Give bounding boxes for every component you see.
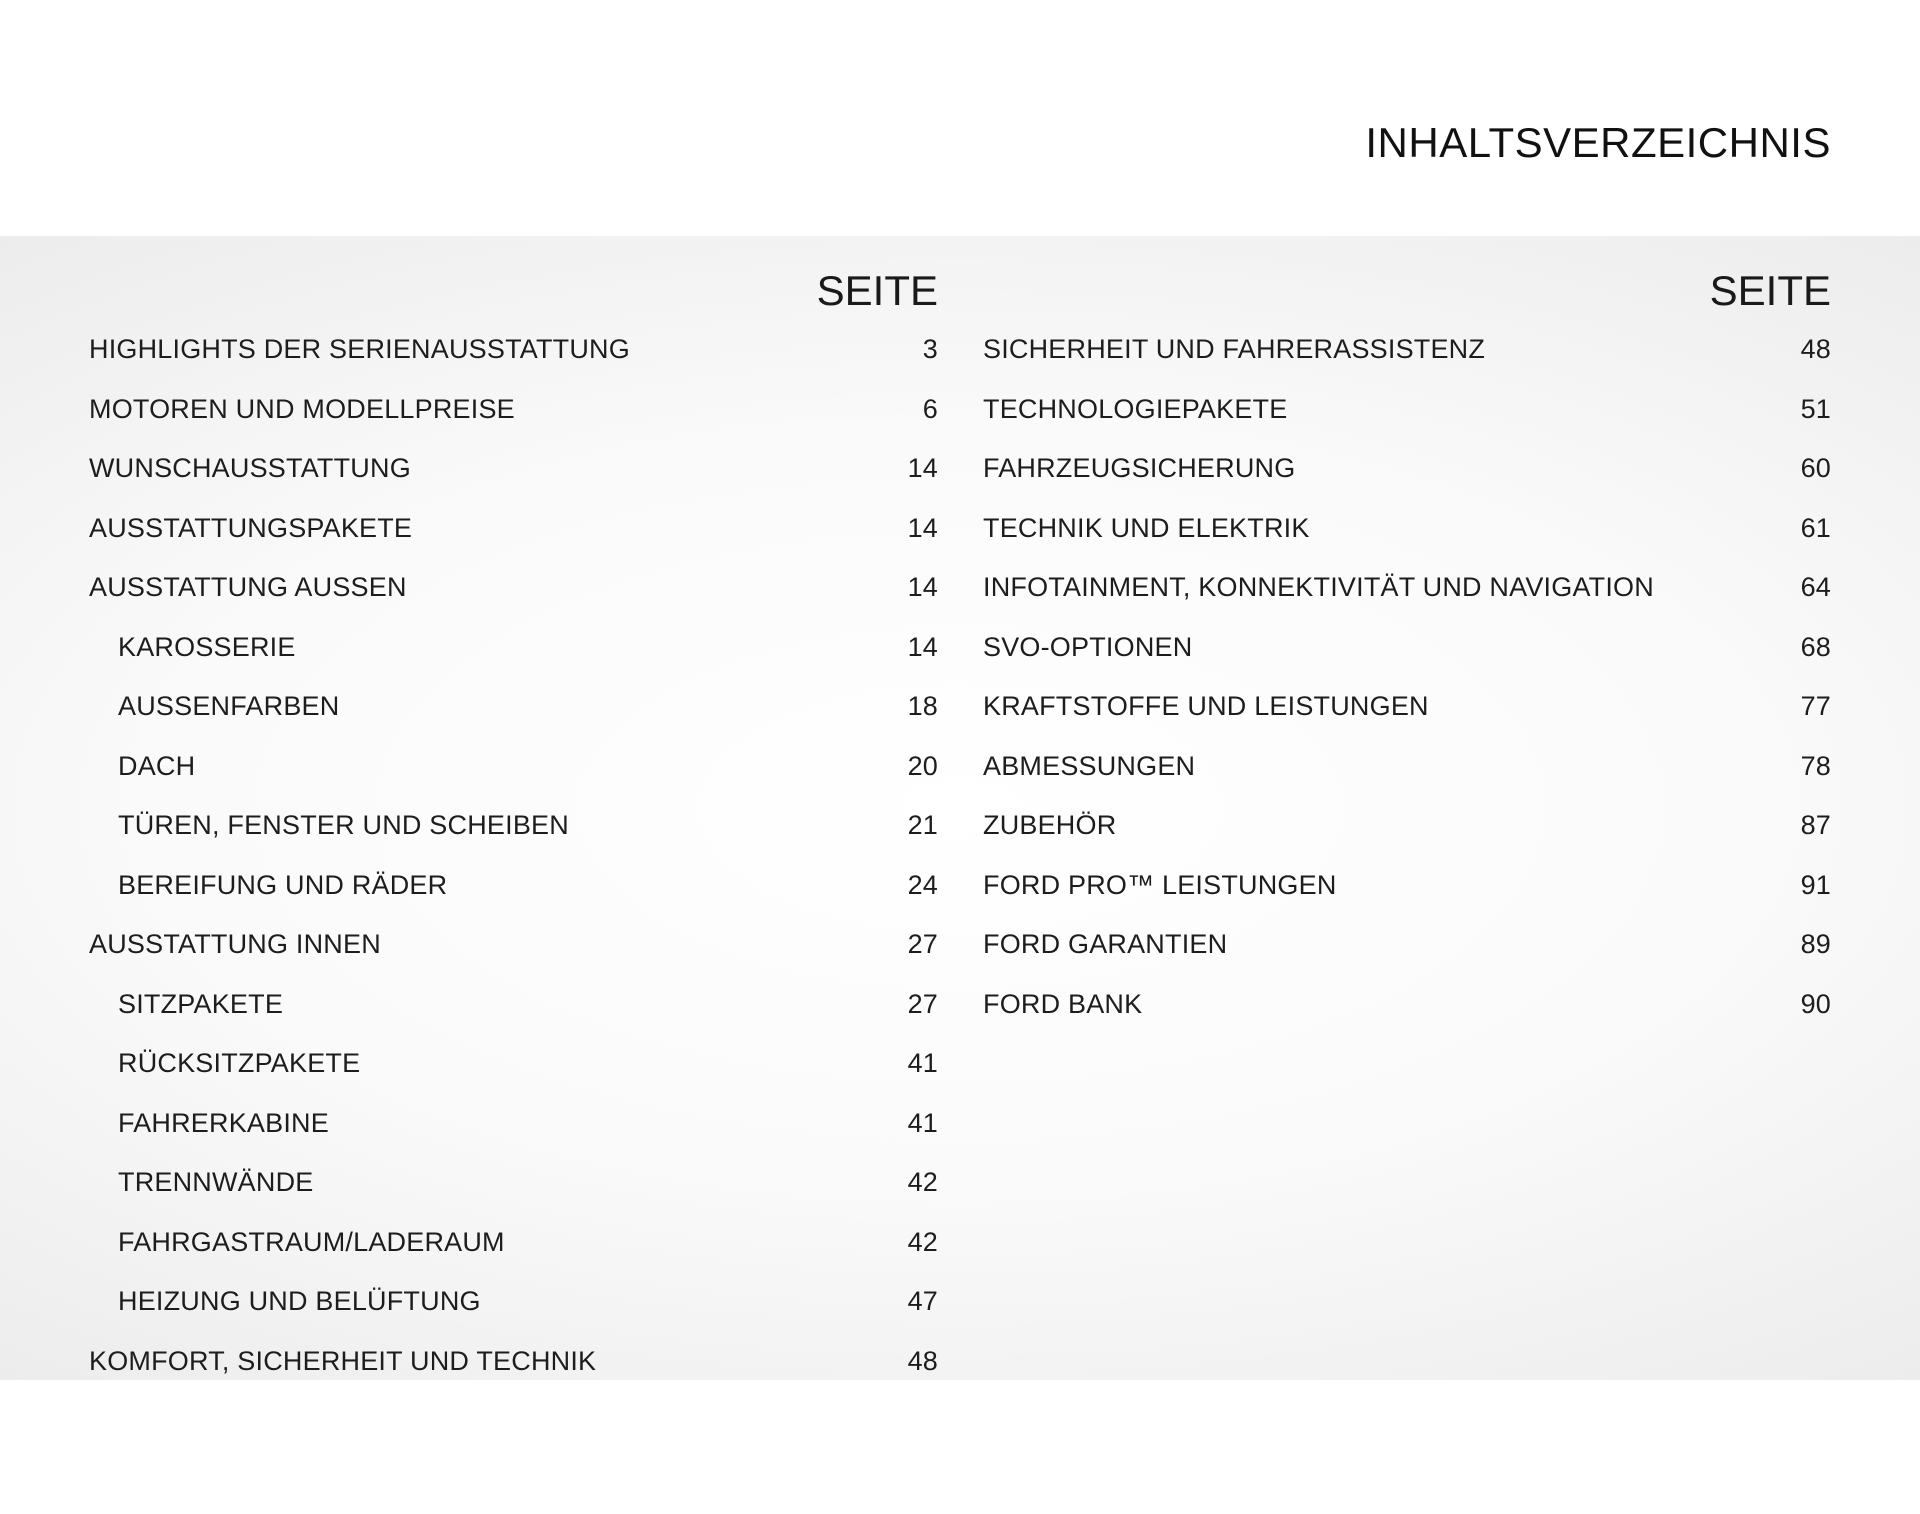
toc-entry-label: HEIZUNG UND BELÜFTUNG bbox=[118, 1286, 481, 1317]
toc-entry-label: TÜREN, FENSTER UND SCHEIBEN bbox=[118, 810, 569, 841]
toc-entry[interactable] bbox=[89, 499, 938, 559]
toc-entry-label: SITZPAKETE bbox=[118, 988, 284, 1019]
toc-entry-page-number: 48 bbox=[907, 1345, 938, 1376]
toc-entry-page-number: 48 bbox=[1800, 334, 1831, 365]
page-column-header-right: SEITE bbox=[1709, 267, 1831, 314]
toc-entry-page-number: 47 bbox=[907, 1286, 938, 1317]
toc-entry-page-number: 14 bbox=[907, 512, 938, 543]
toc-entry[interactable] bbox=[89, 558, 938, 618]
toc-entry-label: FORD PRO™ LEISTUNGEN bbox=[983, 869, 1337, 900]
toc-panel bbox=[0, 236, 1920, 1380]
toc-entry-page-number: 77 bbox=[1800, 691, 1831, 722]
toc-entry[interactable] bbox=[983, 618, 1831, 678]
toc-entry-page-number: 89 bbox=[1800, 929, 1831, 960]
toc-entry[interactable] bbox=[89, 439, 938, 499]
toc-entry-page-number: 90 bbox=[1800, 988, 1831, 1019]
toc-entry-label: FAHRGASTRAUM/LADERAUM bbox=[118, 1226, 505, 1257]
toc-entry[interactable] bbox=[983, 380, 1831, 440]
toc-entry[interactable] bbox=[983, 856, 1831, 916]
toc-entry-page-number: 24 bbox=[907, 869, 938, 900]
toc-entry-label: HIGHLIGHTS DER SERIENAUSSTATTUNG bbox=[89, 334, 630, 365]
toc-entry-page-number: 27 bbox=[907, 988, 938, 1019]
toc-entry-page-number: 41 bbox=[907, 1048, 938, 1079]
toc-entry-page-number: 68 bbox=[1800, 631, 1831, 662]
toc-entry-page-number: 78 bbox=[1800, 750, 1831, 781]
page-title: INHALTSVERZEICHNIS bbox=[1365, 119, 1831, 166]
toc-entry[interactable] bbox=[89, 380, 938, 440]
toc-entry[interactable] bbox=[89, 677, 938, 737]
toc-entry-page-number: 27 bbox=[907, 929, 938, 960]
toc-entry-page-number: 42 bbox=[907, 1226, 938, 1257]
toc-entry-label: FORD BANK bbox=[983, 988, 1143, 1019]
toc-entry-label: FAHRZEUGSICHERUNG bbox=[983, 453, 1296, 484]
toc-entry[interactable] bbox=[983, 499, 1831, 559]
toc-entry-label: ZUBEHÖR bbox=[983, 810, 1117, 841]
toc-entry-page-number: 91 bbox=[1800, 869, 1831, 900]
toc-entry-label: KAROSSERIE bbox=[118, 631, 296, 662]
toc-entry[interactable] bbox=[983, 439, 1831, 499]
toc-entry[interactable] bbox=[89, 915, 938, 975]
toc-entry-label: MOTOREN UND MODELLPREISE bbox=[89, 393, 515, 424]
toc-entry-label: AUSSTATTUNGSPAKETE bbox=[89, 512, 413, 543]
toc-entry-label: AUSSENFARBEN bbox=[118, 691, 340, 722]
toc-entry[interactable] bbox=[983, 558, 1831, 618]
toc-entry-page-number: 51 bbox=[1800, 393, 1831, 424]
toc-entry-page-number: 41 bbox=[907, 1107, 938, 1138]
toc-entry[interactable] bbox=[89, 1034, 938, 1094]
toc-entry-label: TRENNWÄNDE bbox=[118, 1167, 314, 1198]
toc-entry-page-number: 14 bbox=[907, 572, 938, 603]
toc-entry-label: WUNSCHAUSSTATTUNG bbox=[89, 453, 411, 484]
toc-entry-label: AUSSTATTUNG AUSSEN bbox=[89, 572, 407, 603]
toc-entry-label: AUSSTATTUNG INNEN bbox=[89, 929, 381, 960]
toc-entry[interactable] bbox=[89, 1213, 938, 1273]
toc-entry-page-number: 18 bbox=[907, 691, 938, 722]
toc-entry-label: ABMESSUNGEN bbox=[983, 750, 1196, 781]
toc-entry-page-number: 20 bbox=[907, 750, 938, 781]
toc-entry-label: INFOTAINMENT, KONNEKTIVITÄT UND NAVIGATION bbox=[983, 572, 1654, 603]
toc-entry[interactable] bbox=[983, 677, 1831, 737]
toc-entry-label: RÜCKSITZPAKETE bbox=[118, 1048, 361, 1079]
toc-entry[interactable] bbox=[89, 975, 938, 1035]
toc-entry[interactable] bbox=[89, 1272, 938, 1332]
toc-entry-page-number: 60 bbox=[1800, 453, 1831, 484]
toc-entry-page-number: 87 bbox=[1800, 810, 1831, 841]
toc-entry[interactable] bbox=[89, 1153, 938, 1213]
toc-entry[interactable] bbox=[89, 1332, 938, 1392]
toc-entry[interactable] bbox=[89, 1094, 938, 1154]
toc-entry-label: FORD GARANTIEN bbox=[983, 929, 1228, 960]
toc-entry[interactable] bbox=[983, 796, 1831, 856]
toc-entry-label: KOMFORT, SICHERHEIT UND TECHNIK bbox=[89, 1345, 597, 1376]
toc-entry[interactable] bbox=[89, 856, 938, 916]
toc-entry-label: SICHERHEIT UND FAHRERASSISTENZ bbox=[983, 334, 1486, 365]
toc-entry[interactable] bbox=[983, 737, 1831, 797]
toc-entry[interactable] bbox=[983, 975, 1831, 1035]
toc-entry[interactable] bbox=[89, 796, 938, 856]
toc-entry-page-number: 3 bbox=[922, 334, 938, 365]
toc-entry-page-number: 6 bbox=[922, 393, 938, 424]
toc-list-left bbox=[89, 320, 938, 1391]
toc-entry-page-number: 21 bbox=[907, 810, 938, 841]
toc-entry-page-number: 64 bbox=[1800, 572, 1831, 603]
toc-entry-label: BEREIFUNG UND RÄDER bbox=[118, 869, 448, 900]
toc-entry-label: TECHNIK UND ELEKTRIK bbox=[983, 512, 1310, 543]
toc-entry-label: SVO-OPTIONEN bbox=[983, 631, 1193, 662]
toc-entry-label: TECHNOLOGIEPAKETE bbox=[983, 393, 1288, 424]
toc-entry-label: KRAFTSTOFFE UND LEISTUNGEN bbox=[983, 691, 1429, 722]
page-column-header-left: SEITE bbox=[816, 267, 938, 314]
toc-entry[interactable] bbox=[983, 915, 1831, 975]
toc-entry-label: DACH bbox=[118, 750, 196, 781]
toc-column-right bbox=[983, 266, 1831, 1034]
toc-entry-page-number: 42 bbox=[907, 1167, 938, 1198]
toc-list-right bbox=[983, 320, 1831, 1034]
toc-entry-page-number: 14 bbox=[907, 453, 938, 484]
toc-entry[interactable] bbox=[89, 320, 938, 380]
toc-entry-page-number: 14 bbox=[907, 631, 938, 662]
toc-entry[interactable] bbox=[89, 618, 938, 678]
toc-entry[interactable] bbox=[89, 737, 938, 797]
toc-entry-page-number: 61 bbox=[1800, 512, 1831, 543]
toc-entry[interactable] bbox=[983, 320, 1831, 380]
toc-column-left bbox=[89, 266, 938, 1391]
toc-entry-label: FAHRERKABINE bbox=[118, 1107, 329, 1138]
